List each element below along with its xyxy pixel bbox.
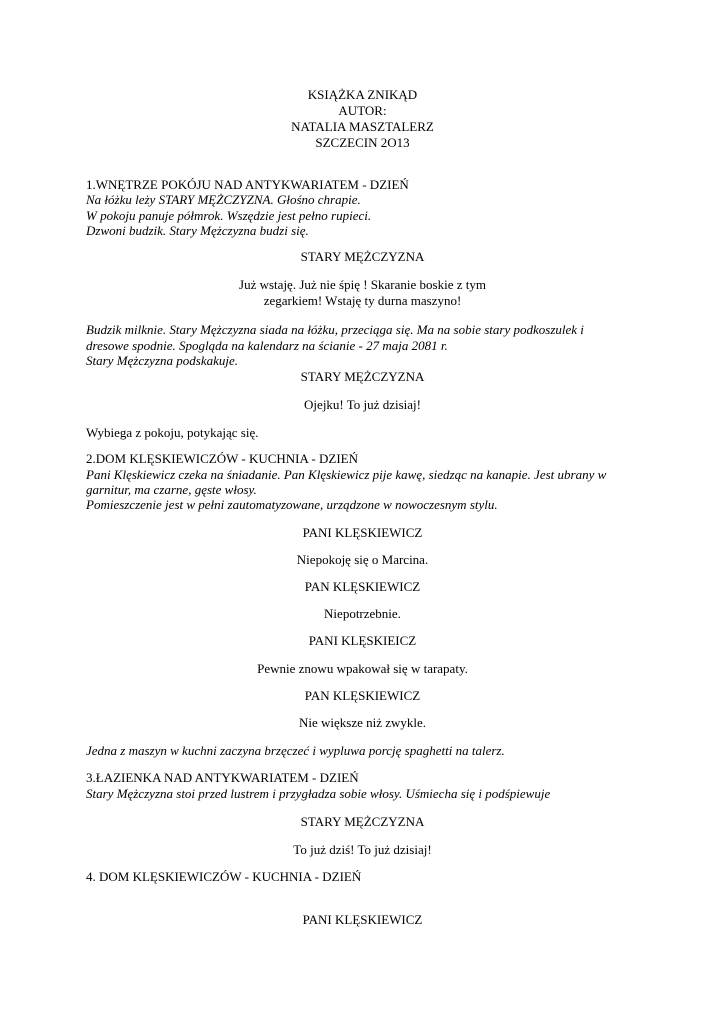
- dialogue-line: To już dziś! To już dzisiaj!: [293, 842, 432, 857]
- character-name: PANI KLĘSKIEWICZ: [302, 912, 423, 927]
- dialogue-line: Pewnie znowu wpakował się w tarapaty.: [257, 661, 468, 676]
- scene-1-action-line: Stary Mężczyzna podskakuje.: [86, 353, 238, 368]
- scene-4-heading: 4. DOM KLĘSKIEWICZÓW - KUCHNIA - DZIEŃ: [86, 869, 362, 884]
- dialogue-line: Ojejku! To już dzisiaj!: [304, 397, 421, 412]
- scene-1-action-line: W pokoju panuje półmrok. Wszędzie jest pełno rupieci.: [86, 208, 372, 223]
- scene-1-action-line: dresowe spodnie. Spogląda na kalendarz na ścianie - 27 maja 2081 r.: [86, 338, 448, 353]
- character-name: STARY MĘŻCZYZNA: [300, 369, 425, 384]
- scene-1-action-line: Wybiega z pokoju, potykając się.: [86, 425, 259, 440]
- dialogue-line: Niepotrzebnie.: [324, 606, 401, 621]
- place-year: SZCZECIN 2O13: [315, 135, 410, 150]
- scene-3-action-line: Stary Mężczyzna stoi przed lustrem i przygładza sobie włosy. Uśmiecha się i podśpiewuje: [86, 786, 551, 801]
- dialogue-line: zegarkiem! Wstaję ty durna maszyno!: [263, 293, 462, 308]
- scene-2-action-line: Pani Klęskiewicz czeka na śniadanie. Pan Klęskiewicz pije kawę, siedząc na kanapie. Jest ubrany w: [86, 467, 607, 482]
- character-name: PANI KLĘSKIEWICZ: [302, 525, 423, 540]
- scene-1-action-line: Budzik milknie. Stary Mężczyzna siada na łóżku, przeciąga się. Ma na sobie stary podkoszulek i: [86, 322, 584, 337]
- scene-2-heading: 2.DOM KLĘSKIEWICZÓW - KUCHNIA - DZIEŃ: [86, 451, 358, 466]
- scene-3-heading: 3.ŁAZIENKA NAD ANTYKWARIATEM - DZIEŃ: [86, 770, 359, 785]
- character-name: PANI KLĘSKIEICZ: [308, 633, 417, 648]
- character-name: STARY MĘŻCZYZNA: [300, 814, 425, 829]
- author-name: NATALIA MASZTALERZ: [291, 119, 434, 134]
- dialogue-line: Niepokoję się o Marcina.: [296, 552, 429, 567]
- scene-2-action-line: Pomieszczenie jest w pełni zautomatyzowane, urządzone w nowoczesnym stylu.: [86, 497, 498, 512]
- character-name: PAN KLĘSKIEWICZ: [304, 579, 421, 594]
- dialogue-line: Nie większe niż zwykle.: [298, 715, 427, 730]
- character-name: STARY MĘŻCZYZNA: [300, 249, 425, 264]
- author-label: AUTOR:: [338, 103, 387, 118]
- scene-2-action-line: Jedna z maszyn w kuchni zaczyna brzęczeć i wypluwa porcję spaghetti na talerz.: [86, 743, 505, 758]
- character-name: PAN KLĘSKIEWICZ: [304, 688, 421, 703]
- dialogue-line: Już wstaję. Już nie śpię ! Skaranie boskie z tym: [239, 277, 486, 292]
- scene-1-heading: 1.WNĘTRZE POKÓJU NAD ANTYKWARIATEM - DZIEŃ: [86, 177, 409, 192]
- scene-1-action-line: Dzwoni budzik. Stary Mężczyzna budzi się.: [86, 223, 309, 238]
- scene-2-action-line: garnitur, ma czarne, gęste włosy.: [86, 482, 257, 497]
- document-title: KSIĄŻKA ZNIKĄD: [307, 87, 418, 102]
- scene-1-action-line: Na łóżku leży STARY MĘŻCZYZNA. Głośno chrapie.: [86, 192, 361, 207]
